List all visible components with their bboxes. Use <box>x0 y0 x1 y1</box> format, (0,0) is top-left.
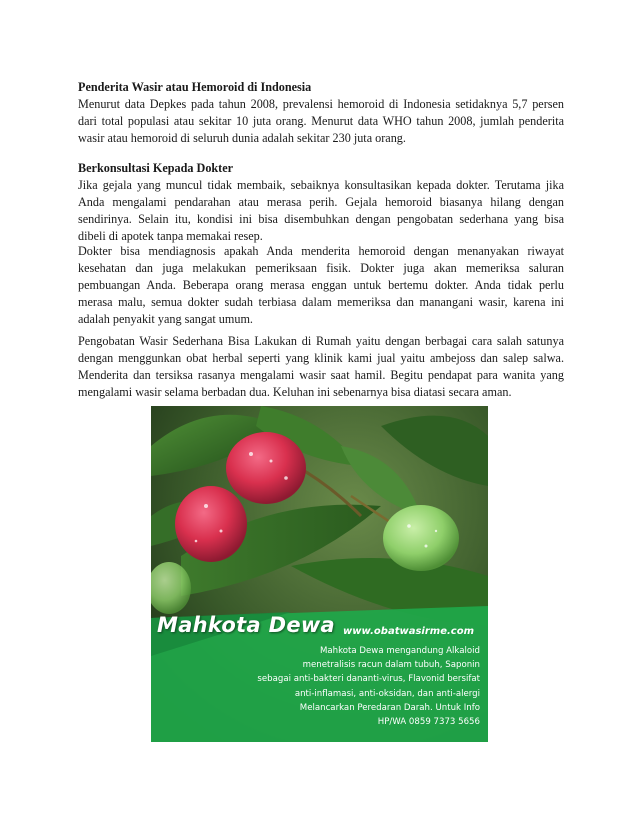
text-line: dari total populasi atau sekitar 10 juta orang. Menurut data WHO tahun 2008, jumlah penderita <box>78 114 564 128</box>
paragraph-treatment <box>78 333 564 401</box>
text-line: kesehatan dan juga melakukan pemeriksaan fisik. Dokter juga akan memeriksa saluran <box>78 261 564 275</box>
text-line: pembuangan Anda. Beberapa orang merasa enggan untuk bertemu dokter. Anda tidak perlu <box>78 278 564 292</box>
section-heading-hemoroid: Penderita Wasir atau Hemoroid di Indonesia <box>78 80 312 94</box>
info-line: Melancarkan Peredaran Darah. Untuk Info <box>299 702 480 713</box>
text-line: Jika gejala yang muncul tidak membaik, sebaiknya konsultasikan kepada dokter. Terutama jika <box>78 178 564 192</box>
text-line: dengan menggunkan obat herbal seperti yang klinik kami jual yaitu ambejoss dan salep salwa. <box>78 351 564 365</box>
red-fruit <box>226 432 306 504</box>
info-line: anti-inflamasi, anti-oksidan, dan anti-alergi <box>294 688 480 699</box>
info-line: HP/WA 0859 7373 5656 <box>377 717 480 728</box>
section-heading-dokter: Berkonsultasi Kepada Dokter <box>78 161 234 175</box>
text-line: Pengobatan Wasir Sederhana Bisa Lakukan di Rumah yaitu dengan berbagai cara salah satunya <box>78 334 564 348</box>
text-line: adalah penyakit yang sangat umum. <box>78 312 253 326</box>
text-line: mengalami wasir selama berbadan dua. Keluhan ini sebenarnya bisa diatasi secara aman. <box>78 385 512 399</box>
text-line: dibeli di apotek tanpa memakai resep. <box>78 229 263 243</box>
paragraph-prevalence <box>78 96 564 147</box>
text-line: Anda mengalami pendarahan atau merasa perih. Gejala hemoroid biasanya hilang dengan <box>78 195 564 209</box>
info-line: sebagai anti-bakteri dananti-virus, Flavonid bersifat <box>257 674 480 685</box>
paragraph-diagnosis <box>78 243 564 328</box>
paragraph-consult <box>78 177 564 245</box>
text-line: merasa malu, semua dokter sudah terbiasa dalam memeriksa dan manangani wasir, karena ini <box>78 295 564 309</box>
text-line: Menderita dan tersiksa rasanya mengalami wasir saat hamil. Begitu pendapat para wanita yang <box>78 368 564 382</box>
info-line: Mahkota Dewa mengandung Alkaloid <box>319 646 480 656</box>
green-fruit <box>383 505 459 571</box>
text-line: Menurut data Depkes pada tahun 2008, prevalensi hemoroid di Indonesia setidaknya 5,7 persen <box>78 97 564 111</box>
red-fruit <box>175 486 247 562</box>
text-line: wasir atau hemoroid di seluruh dunia adalah sekitar 230 juta orang. <box>78 131 406 145</box>
text-line: sendirinya. Selain itu, kondisi ini bisa disembuhkan dengan pengobatan sederhana yang bisa <box>78 212 564 226</box>
product-info-text <box>180 644 480 729</box>
info-line: menetralisis racun dalam tubuh, Saponin <box>302 660 480 671</box>
mahkota-dewa-advertisement-image <box>151 406 488 742</box>
website-url: www.obatwasirme.com <box>343 626 474 637</box>
text-line: Dokter bisa mendiagnosis apakah Anda menderita hemoroid dengan menanyakan riwayat <box>78 244 564 258</box>
brand-title: Mahkota Dewa <box>157 613 336 637</box>
